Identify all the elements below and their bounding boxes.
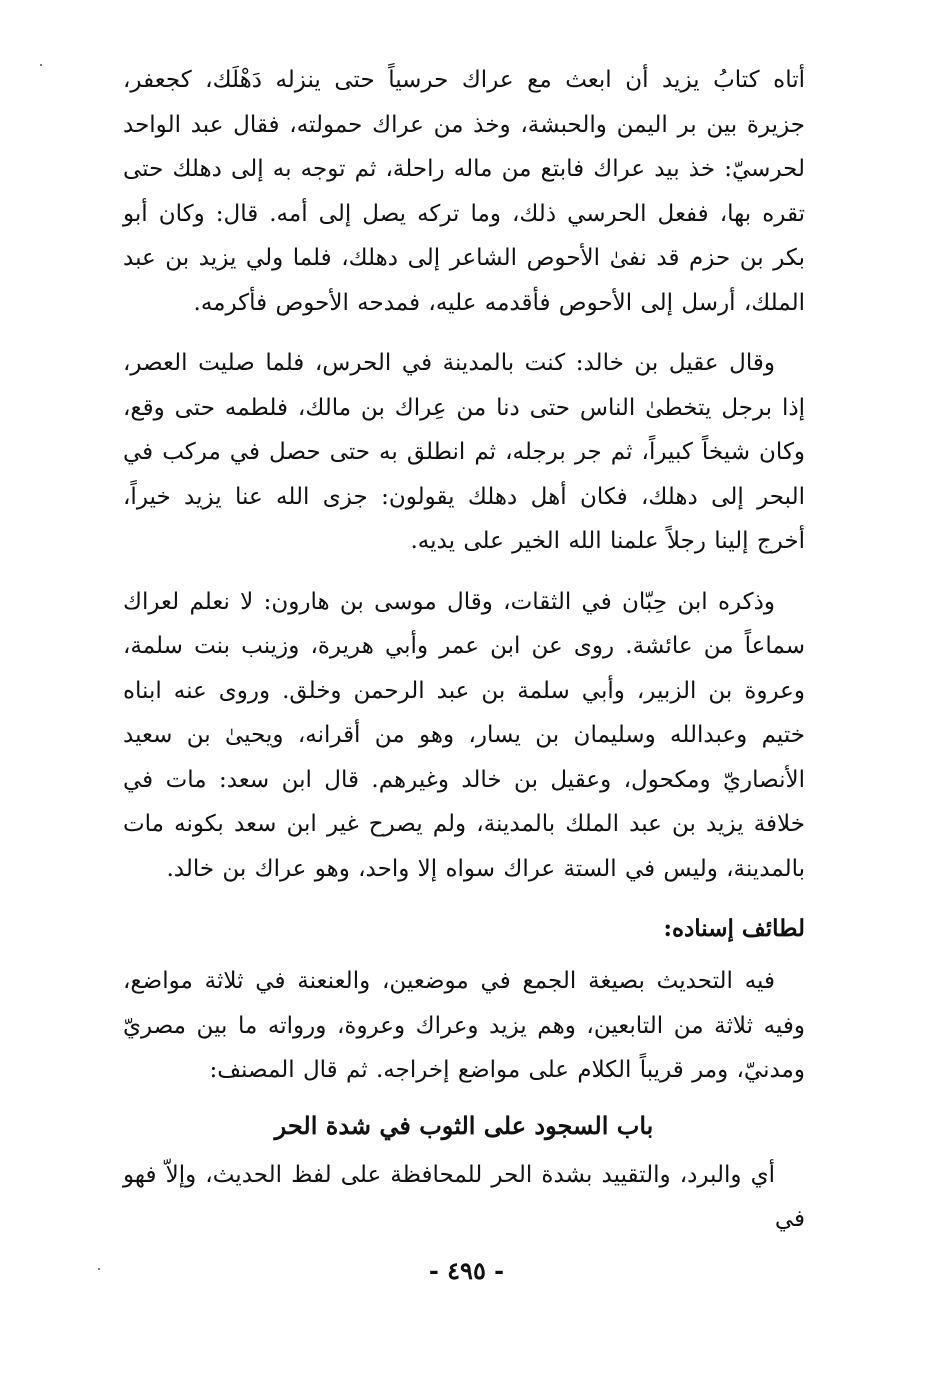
margin-speck xyxy=(40,64,42,66)
paragraph-1: أتاه كتابُ يزيد أن ابعث مع عراك حرسياً حتى ينزله دَهْلَك، كجعفر، جزيرة بين بر اليمن والحبشة، وخذ من عراك حمولته، فقال عبد الواحد لحرسيّ: خذ بيد عراك فابتع من ماله راحلة، ثم توجه به إلى دهلك حتى تقره بها، ففعل الحرسي ذلك، وما تركه يصل إلى أمه. قال: وكان أبو بكر بن حزم قد نفىٰ الأحوص الشاعر إلى دهلك، فلما ولي يزيد بن عبد الملك، أرسل إلى الأحوص فأقدمه عليه، فمدحه الأحوص فأكرمه. xyxy=(123,67,805,316)
page-number: - ٤٩٥ - xyxy=(428,1256,505,1285)
paragraph-3: وذكره ابن حِبّان في الثقات، وقال موسى بن هارون: لا نعلم لعراك سماعاً من عائشة. روى عن ابن عمر وأبي هريرة، وزينب بنت سلمة، وعروة بن الزبير، وأبي سلمة بن عبد الرحمن وخلق. وروى عنه ابناه ختيم وعبدالله وسليمان بن يسار، وهو من أقرانه، ويحيىٰ بن سعيد الأنصاريّ ومكحول، وعقيل بن خالد وغيرهم. قال ابن سعد: مات في خلافة يزيد بن عبد الملك بالمدينة، ولم يصرح غير ابن سعد بكونه مات بالمدينة، وليس في الستة عراك سواه إلا واحد، وهو عراك بن خالد. xyxy=(123,588,805,882)
paragraph-2: وقال عقيل بن خالد: كنت بالمدينة في الحرس، فلما صليت العصر، إذا برجل يتخطىٰ الناس حتى دنا من عِراك بن مالك، فلطمه حتى وقع، وكان شيخاً كبيراً، ثم جر برجله، ثم انطلق به حتى حصل في مركب في البحر إلى دهلك، فكان أهل دهلك يقولون: جزى الله عنا يزيد خيراً، أخرج إلينا رجلاً علمنا الله الخير على يديه. xyxy=(123,350,805,554)
isnad-paragraph: فيه التحديث بصيغة الجمع في موضعين، والعنعنة في ثلاثة مواضع، وفيه ثلاثة من التابعين، وهم يزيد وعراك وعروة، ورواته ما بين مصريّ ومدنيّ، ومر قريباً الكلام على مواضع إخراجه. ثم قال المصنف: xyxy=(123,968,805,1083)
last-paragraph: أي والبرد، والتقييد بشدة الحر للمحافظة على لفظ الحديث، وإلاّ فهو في xyxy=(123,1161,805,1232)
chapter-heading: باب السجود على الثوب في شدة الحر xyxy=(274,1110,654,1140)
page-body xyxy=(123,58,805,1242)
isnad-heading: لطائف إسناده: xyxy=(663,915,805,942)
